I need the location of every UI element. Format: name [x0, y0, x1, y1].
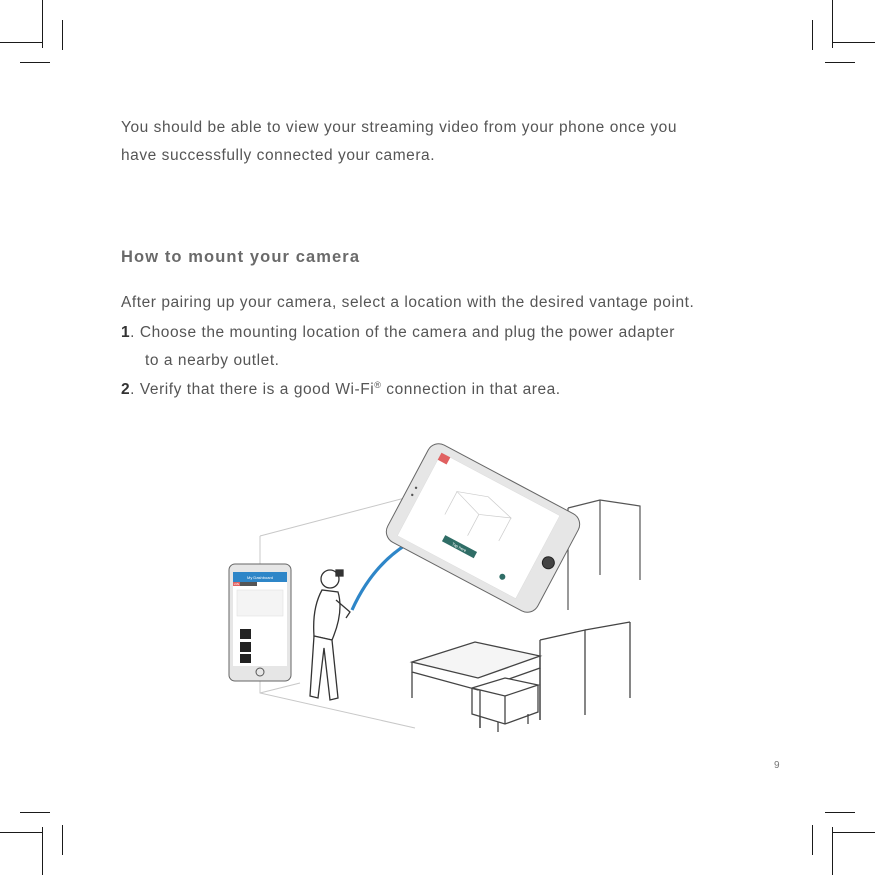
phone-live-label: LIVE	[233, 583, 240, 587]
bed	[412, 622, 630, 728]
step-text: . Choose the mounting location of the camera and plug the power adapter	[130, 324, 676, 341]
step-text: . Verify that there is a good Wi-Fi	[130, 381, 375, 398]
step-number: 2	[121, 381, 131, 398]
step-text-continued: to a nearby outlet.	[145, 352, 280, 369]
lead-paragraph: After pairing up your camera, select a location with the desired vantage point.	[121, 294, 695, 311]
tablet	[382, 440, 584, 617]
bench	[472, 678, 538, 732]
step-number: 1	[121, 324, 131, 341]
person	[310, 570, 350, 700]
section-heading: How to mount your camera	[121, 248, 361, 266]
person-torso	[314, 590, 340, 640]
intro-line-2: have successfully connected your camera.	[121, 147, 436, 164]
intro-line-1: You should be able to view your streaming video from your phone once you	[121, 119, 678, 136]
phone-tab	[240, 582, 257, 586]
registered-mark: ®	[374, 379, 382, 390]
phone	[229, 564, 291, 681]
camera-in-hand	[336, 570, 343, 576]
page-number: 9	[774, 760, 780, 771]
tablet-button-label: Tap here	[451, 541, 468, 553]
step-text-end: connection in that area.	[381, 381, 561, 398]
person-legs	[310, 636, 338, 700]
phone-title: My Dashboard	[246, 575, 274, 580]
wardrobe	[568, 500, 640, 610]
